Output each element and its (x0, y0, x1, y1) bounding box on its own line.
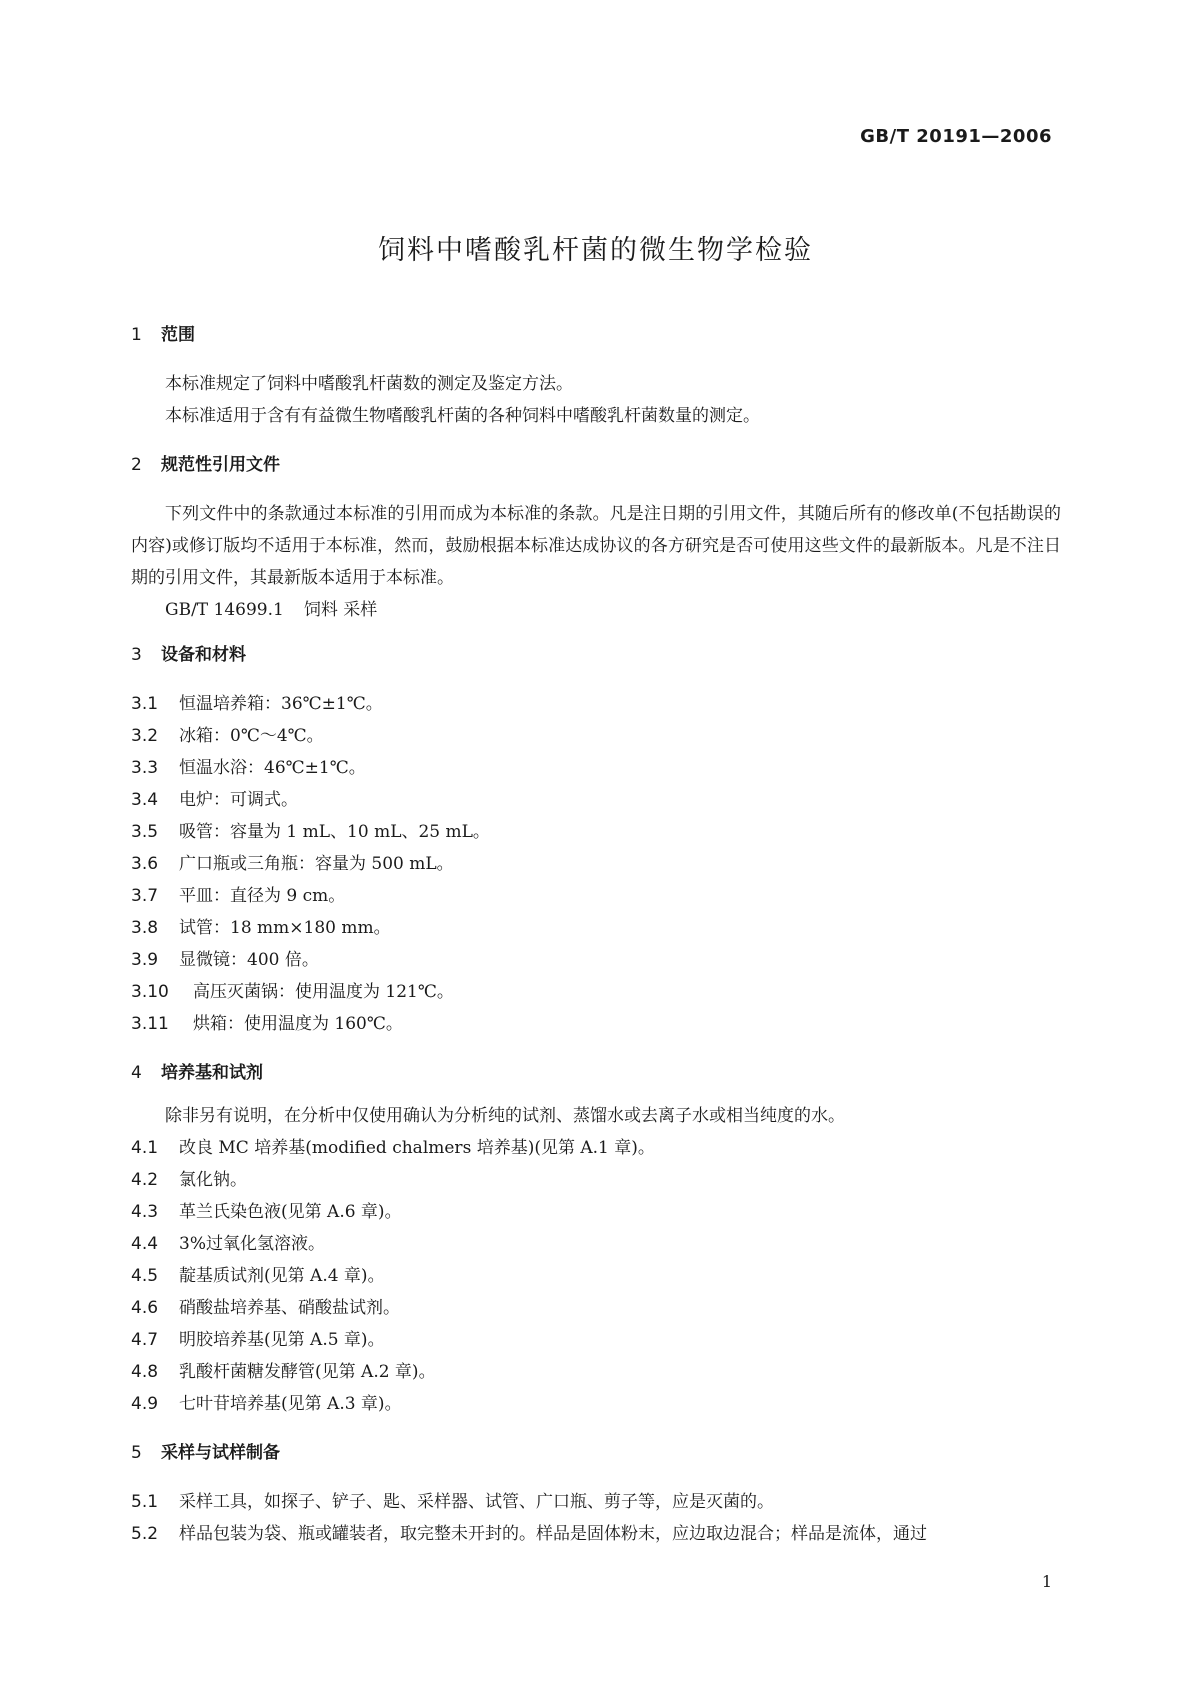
item-text: 广口瓶或三角瓶：容量为 500 mL。 (179, 854, 454, 874)
item-number: 4.1 (131, 1138, 159, 1158)
item-number: 4.9 (131, 1394, 159, 1414)
item-number: 3.11 (131, 1014, 169, 1034)
list-item (131, 1292, 1061, 1324)
list-item (131, 752, 1061, 784)
item-text: 硝酸盐培养基、硝酸盐试剂。 (179, 1298, 400, 1318)
section-title: 采样与试样制备 (161, 1443, 280, 1463)
item-number: 3.5 (131, 822, 159, 842)
list-item (131, 784, 1061, 816)
paragraph: 本标准适用于含有有益微生物嗜酸乳杆菌的各种饲料中嗜酸乳杆菌数量的测定。 (165, 406, 760, 426)
paragraph: 下列文件中的条款通过本标准的引用而成为本标准的条款。凡是注日期的引用文件，其随后所有的修改单(不包括勘误的内容)或修订版均不适用于本标准，然而，鼓励根据本标准达成协议的各方研究是否可使用这些文件的最新版本。凡是不注日期的引用文件，其最新版本适用于本标准。 (131, 504, 1061, 588)
section-number: 5 (131, 1443, 142, 1463)
list-item (131, 816, 1061, 848)
reference-title: 饲料 采样 (303, 600, 378, 620)
item-number: 4.8 (131, 1362, 159, 1382)
item-text: 3%过氧化氢溶液。 (179, 1234, 325, 1254)
section-normative-references (131, 450, 1061, 626)
list-item (131, 1260, 1061, 1292)
section-heading (131, 450, 1061, 480)
section-heading (131, 640, 1061, 670)
section-heading (131, 1438, 1061, 1468)
item-text: 平皿：直径为 9 cm。 (179, 886, 346, 906)
item-text: 吸管：容量为 1 mL、10 mL、25 mL。 (179, 822, 490, 842)
section-number: 2 (131, 455, 142, 475)
item-number: 4.7 (131, 1330, 159, 1350)
item-text: 恒温培养箱：36℃±1℃。 (179, 694, 383, 714)
item-number: 3.8 (131, 918, 159, 938)
item-text: 冰箱：0℃～4℃。 (179, 726, 324, 746)
item-text: 靛基质试剂(见第 A.4 章)。 (179, 1266, 385, 1286)
item-text: 烘箱：使用温度为 160℃。 (193, 1014, 403, 1034)
section-equipment (131, 640, 1061, 1040)
item-text: 样品包装为袋、瓶或罐装者，取完整未开封的。样品是固体粉末，应边取边混合；样品是流体，通过 (179, 1524, 927, 1544)
section-title: 规范性引用文件 (161, 455, 280, 475)
item-number: 5.1 (131, 1492, 159, 1512)
item-text: 电炉：可调式。 (179, 790, 298, 810)
item-number: 3.3 (131, 758, 159, 778)
item-number: 4.3 (131, 1202, 159, 1222)
document-title: 饲料中嗜酸乳杆菌的微生物学检验 (378, 235, 813, 266)
item-number: 3.9 (131, 950, 159, 970)
item-text: 试管：18 mm×180 mm。 (179, 918, 391, 938)
section-title: 范围 (161, 325, 195, 345)
item-text: 氯化钠。 (179, 1170, 247, 1190)
item-text: 显微镜：400 倍。 (179, 950, 319, 970)
list-item (131, 976, 1061, 1008)
list-item (131, 1324, 1061, 1356)
item-number: 4.4 (131, 1234, 159, 1254)
item-number: 3.7 (131, 886, 159, 906)
document-body (131, 320, 1061, 1564)
item-text: 恒温水浴：46℃±1℃。 (179, 758, 366, 778)
item-number: 3.6 (131, 854, 159, 874)
item-number: 3.4 (131, 790, 159, 810)
section-media-reagents (131, 1058, 1061, 1420)
list-item (131, 944, 1061, 976)
item-number: 3.2 (131, 726, 159, 746)
standard-code: GB/T 20191—2006 (860, 126, 1052, 147)
list-item (131, 912, 1061, 944)
reference-entry (165, 594, 1061, 626)
item-number: 5.2 (131, 1524, 159, 1544)
item-text: 七叶苷培养基(见第 A.3 章)。 (179, 1394, 402, 1414)
section-title: 培养基和试剂 (161, 1063, 263, 1083)
list-item (131, 1228, 1061, 1260)
section-heading (131, 1058, 1061, 1088)
item-text: 改良 MC 培养基(modified chalmers 培养基)(见第 A.1 章)。 (179, 1138, 655, 1158)
item-text: 革兰氏染色液(见第 A.6 章)。 (179, 1202, 402, 1222)
section-number: 4 (131, 1063, 142, 1083)
section-number: 1 (131, 325, 142, 345)
list-item (131, 720, 1061, 752)
item-text: 高压灭菌锅：使用温度为 121℃。 (193, 982, 454, 1002)
section-scope (131, 320, 1061, 432)
list-item (131, 1388, 1061, 1420)
list-item (131, 848, 1061, 880)
item-text: 采样工具，如探子、铲子、匙、采样器、试管、广口瓶、剪子等，应是灭菌的。 (179, 1492, 774, 1512)
list-item (131, 688, 1061, 720)
list-item (131, 1356, 1061, 1388)
list-item (131, 1518, 1061, 1550)
reference-code: GB/T 14699.1 (165, 600, 284, 620)
item-number: 4.5 (131, 1266, 159, 1286)
item-text: 明胶培养基(见第 A.5 章)。 (179, 1330, 385, 1350)
item-number: 3.10 (131, 982, 169, 1002)
paragraph: 除非另有说明，在分析中仅使用确认为分析纯的试剂、蒸馏水或去离子水或相当纯度的水。 (165, 1106, 845, 1126)
item-text: 乳酸杆菌糖发酵管(见第 A.2 章)。 (179, 1362, 436, 1382)
section-number: 3 (131, 645, 142, 665)
section-sampling (131, 1438, 1061, 1550)
list-item (131, 1008, 1061, 1040)
list-item (131, 1164, 1061, 1196)
section-title: 设备和材料 (161, 645, 246, 665)
item-number: 3.1 (131, 694, 159, 714)
page-number: 1 (1041, 1572, 1052, 1591)
list-item (131, 1196, 1061, 1228)
list-item (131, 1486, 1061, 1518)
list-item (131, 1132, 1061, 1164)
item-number: 4.6 (131, 1298, 159, 1318)
paragraph: 本标准规定了饲料中嗜酸乳杆菌数的测定及鉴定方法。 (165, 374, 573, 394)
section-heading (131, 320, 1061, 350)
list-item (131, 880, 1061, 912)
item-number: 4.2 (131, 1170, 159, 1190)
